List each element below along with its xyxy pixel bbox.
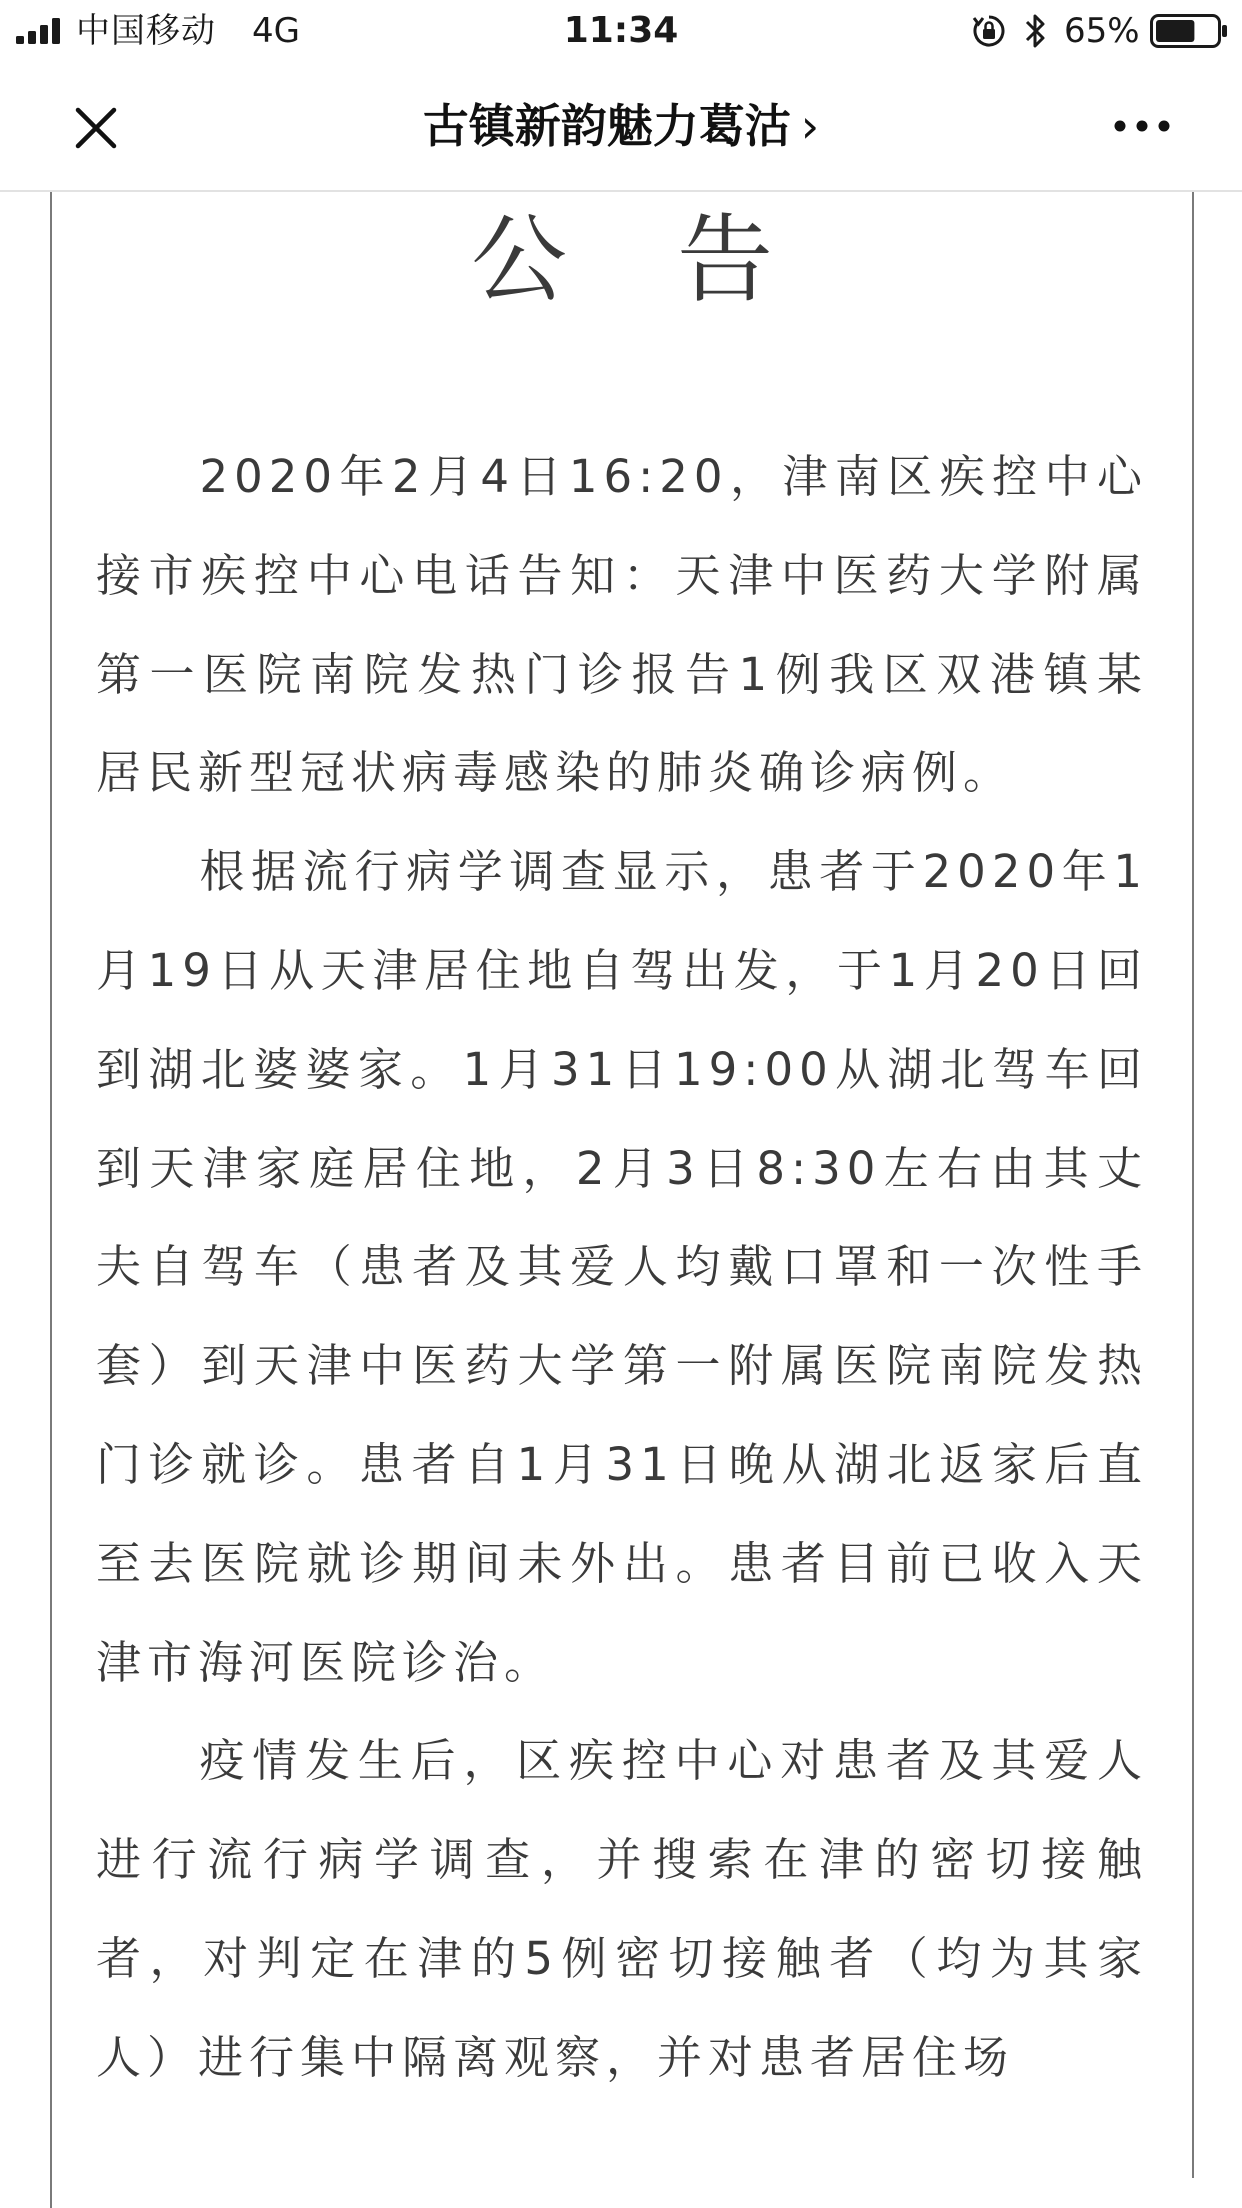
chevron-right-icon: › [800,99,820,153]
watermark [1150,2178,1242,2208]
notice-heading: 公告 [471,204,883,316]
network-type: 4G [252,11,300,51]
paragraph: 根据流行病学调查显示，患者于2020年1月19日从天津居住地自驾出发，于1月20日回到湖北婆婆家。1月31日19:00从湖北驾车回到天津家庭居住地，2月3日8:30左右由其丈夫自驾车（患者及其爱人均戴口罩和一次性手套）到天津中医药大学第一附属医院南院发热门诊就诊。患者自1月31日晚从湖北返家后直至去医院就诊期间未外出。患者目前已收入天津市海河医院诊治。 [96,845,1148,1689]
article-frame [50,192,1194,2208]
rotation-lock-icon [972,14,1006,48]
account-title-link[interactable] [0,96,1242,156]
account-title: 古镇新韵魅力葛沽 [422,99,791,153]
more-icon[interactable] [1110,104,1174,148]
battery-fill [1156,20,1194,42]
battery-icon [1150,14,1228,48]
clock: 11:34 [563,10,679,51]
status-bar [0,0,1242,62]
nav-bar [0,62,1242,192]
paragraph: 疫情发生后，区疾控中心对患者及其爱人进行流行病学调查，并搜索在津的密切接触者，对判定在津的5例密切接触者（均为其家人）进行集中隔离观察，并对患者居住场 [96,1734,1148,2084]
battery-percent: 65% [1064,11,1140,51]
bluetooth-icon [1024,12,1048,50]
paragraph: 2020年2月4日16:20，津南区疾控中心接市疾控中心电话告知：天津中医药大学附属第一医院南院发热门诊报告1例我区双港镇某居民新型冠状病毒感染的肺炎确诊病例。 [96,450,1148,800]
carrier-name: 中国移动 [76,11,216,51]
article-body [96,428,1148,2108]
